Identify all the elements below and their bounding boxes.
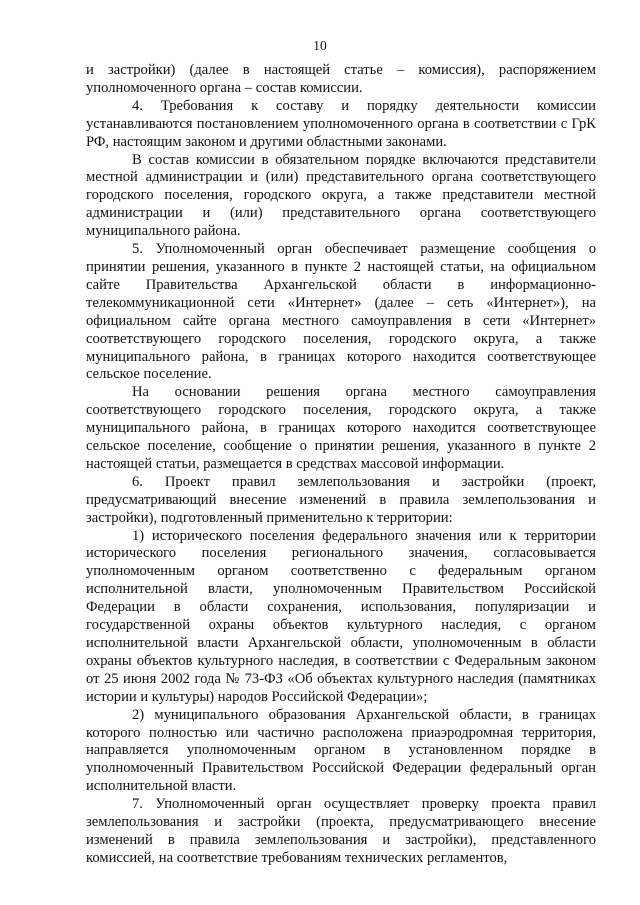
paragraph-commission-composition: В состав комиссии в обязательном порядке включаются представители местной администрации и (или) представительного органа соответствующего городского поселения, городского округа, а также представители местной администрации и (или) представительного органа соответствующего муниципального района.	[86, 151, 596, 240]
paragraph-media-publication: На основании решения органа местного самоуправления соответствующего городского поселения, городского округа, а также муниципального района, в границах которого находится соответствующее сельское поселение, сообщение о принятии решения, указанного в пункте 2 настоящей статьи, размещается в средствах массовой информации.	[86, 384, 596, 472]
paragraph-clause-5: 5. Уполномоченный орган обеспечивает размещение сообщения о принятии решения, указанного в пункте 2 настоящей статьи, на официальном сайте Правительства Архангельской области в информационно-телекоммуникационной сети «Интернет» (далее – сеть «Интернет»), на официальном сайте органа местного самоуправления в сети «Интернет» соответствующего городского поселения, городского округа, а также муниципального района, в границах которого находится соответствующее сельское поселение.	[86, 241, 596, 383]
paragraph-clause-6: 6. Проект правил землепользования и застройки (проект, предусматривающий внесение изменений в правила землепользования и застройки), подготовленный применительно к территории:	[86, 473, 596, 526]
paragraph-clause-4: 4. Требования к составу и порядку деятельности комиссии устанавливаются постановлением уполномоченного органа в соответствии с ГрК РФ, настоящим законом и другими областными законами.	[86, 97, 596, 150]
paragraph-continuation: и застройки) (далее в настоящей статье – комиссия), распоряжением уполномоченного органа – состав комиссии.	[86, 62, 596, 96]
paragraph-subclause-1: 1) исторического поселения федерального значения или к территории исторического поселения регионального значения, согласовывается уполномоченным органом соответственно с федеральным органом исполнительной власти, уполномоченным Правительством Российской Федерации в области сохранения, использования, популяризации и государственной охраны объектов культурного наследия, с органом исполнительной власти Архангельской области, уполномоченным в области охраны объектов культурного наследия, в соответствии с Федеральным законом от 25 июня 2002 года № 73-ФЗ «Об объектах культурного наследия (памятниках истории и культуры) народов Российской Федерации»;	[86, 527, 596, 705]
paragraph-clause-7: 7. Уполномоченный орган осуществляет проверку проекта правил землепользования и застройки (проекта, предусматривающего внесение изменений в правила землепользования и застройки), представленного комиссией, на соответствие требованиям технических регламентов,	[86, 796, 596, 866]
page-number: 10	[313, 38, 327, 53]
document-body	[86, 62, 596, 868]
paragraph-subclause-2: 2) муниципального образования Архангельской области, в границах которого полностью или частично расположена приаэродромная территория, направляется уполномоченным органом в установленном порядке в уполномоченный Правительством Российской Федерации федеральный орган исполнительной власти.	[86, 706, 596, 795]
